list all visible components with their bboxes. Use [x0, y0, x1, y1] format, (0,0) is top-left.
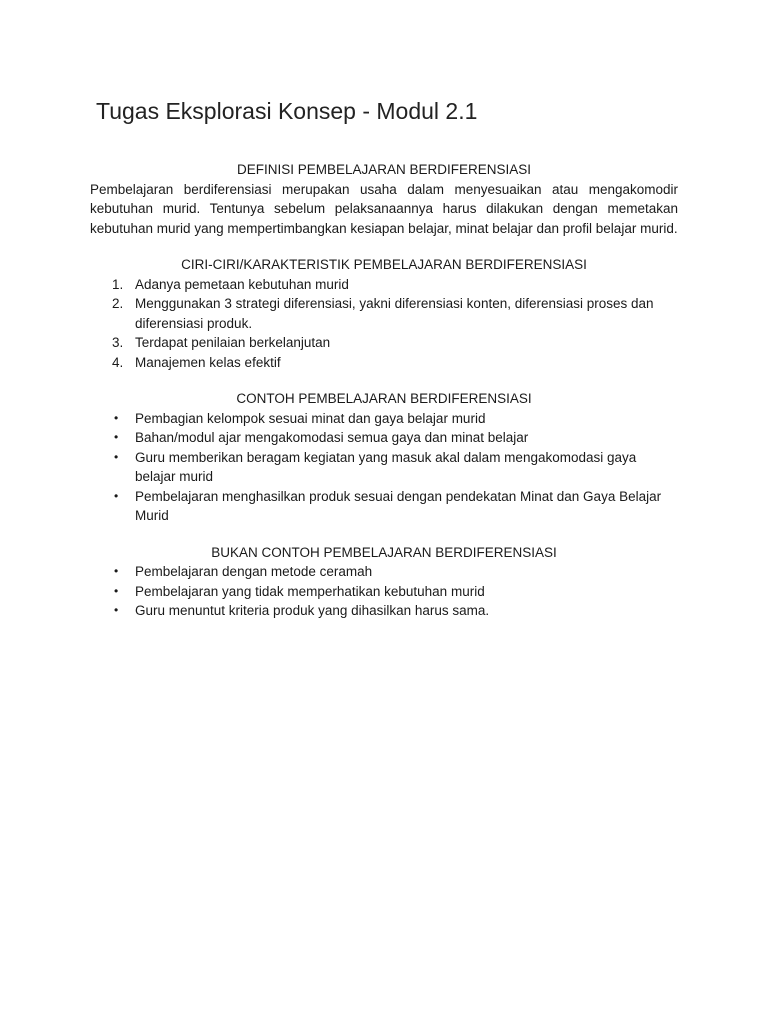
list-item: [90, 487, 678, 526]
section-heading-contoh: CONTOH PEMBELAJARAN BERDIFERENSIASI: [236, 391, 532, 406]
section-contoh: [90, 389, 678, 526]
section-bukan-contoh: [90, 543, 678, 621]
section-heading-definisi: DEFINISI PEMBELAJARAN BERDIFERENSIASI: [236, 162, 532, 177]
list-number: 1.: [112, 276, 124, 292]
section-definisi: [90, 160, 678, 238]
bullet-marker: •: [114, 488, 119, 503]
list-item-text: Bahan/modul ajar mengakomodasi semua gaya dan minat belajar: [135, 430, 529, 445]
list-item-text: Adanya pemetaan kebutuhan murid: [135, 276, 349, 292]
list-item-text: Pembelajaran yang tidak memperhatikan kebutuhan murid: [135, 583, 485, 599]
list-item: [90, 562, 678, 582]
list-number: 2.: [112, 296, 124, 311]
list-item: [90, 275, 678, 295]
list-item: [90, 601, 678, 621]
list-item-text: Pembagian kelompok sesuai minat dan gaya belajar murid: [135, 410, 486, 426]
document-title: Tugas Eksplorasi Konsep - Modul 2.1: [96, 98, 478, 124]
bullet-marker: •: [114, 564, 119, 578]
list-item: [90, 428, 678, 448]
bullet-marker: •: [114, 583, 119, 598]
list-item-text: Manajemen kelas efektif: [135, 354, 281, 370]
list-item: [90, 294, 678, 333]
document-body: [90, 160, 678, 621]
section-ciri: [90, 255, 678, 372]
section-heading-ciri: CIRI-CIRI/KARAKTERISTIK PEMBELAJARAN BERDIFERENSIASI: [181, 257, 587, 272]
bullet-marker: •: [114, 410, 119, 425]
bullet-marker: •: [114, 449, 119, 464]
list-number: 4.: [112, 354, 124, 370]
list-item-text: Terdapat penilaian berkelanjutan: [135, 335, 331, 350]
ciri-numbered-list: [90, 275, 678, 373]
list-item-text: Pembelajaran dengan metode ceramah: [135, 564, 373, 579]
list-item-text: Menggunakan 3 strategi diferensiasi, yakni diferensiasi konten, diferensiasi proses dan diferensiasi produk.: [135, 296, 654, 331]
list-item: [90, 448, 678, 487]
list-item-text: Guru menuntut kriteria produk yang dihasilkan harus sama.: [135, 603, 490, 618]
list-item: [90, 333, 678, 353]
list-number: 3.: [112, 335, 124, 350]
bullet-marker: •: [114, 603, 119, 617]
list-item-text: Pembelajaran menghasilkan produk sesuai dengan pendekatan Minat dan Gaya Belajar Murid: [135, 488, 662, 523]
list-item: [90, 409, 678, 429]
list-item: [90, 353, 678, 373]
contoh-bullet-list: [90, 409, 678, 526]
definisi-paragraph: Pembelajaran berdiferensiasi merupakan usaha dalam menyesuaikan atau mengakomodir kebutuhan murid. Tentunya sebelum pelaksanaannya harus dilakukan dengan memetakan kebutuhan murid yang mempertimbangkan kesiapan belajar, minat belajar dan profil belajar murid.: [90, 181, 678, 236]
list-item: [90, 582, 678, 602]
list-item-text: Guru memberikan beragam kegiatan yang masuk akal dalam mengakomodasi gaya belajar murid: [135, 449, 637, 484]
section-heading-bukan-contoh: BUKAN CONTOH PEMBELAJARAN BERDIFERENSIASI: [211, 544, 557, 560]
bullet-marker: •: [114, 430, 119, 444]
bukan-contoh-bullet-list: [90, 562, 678, 621]
